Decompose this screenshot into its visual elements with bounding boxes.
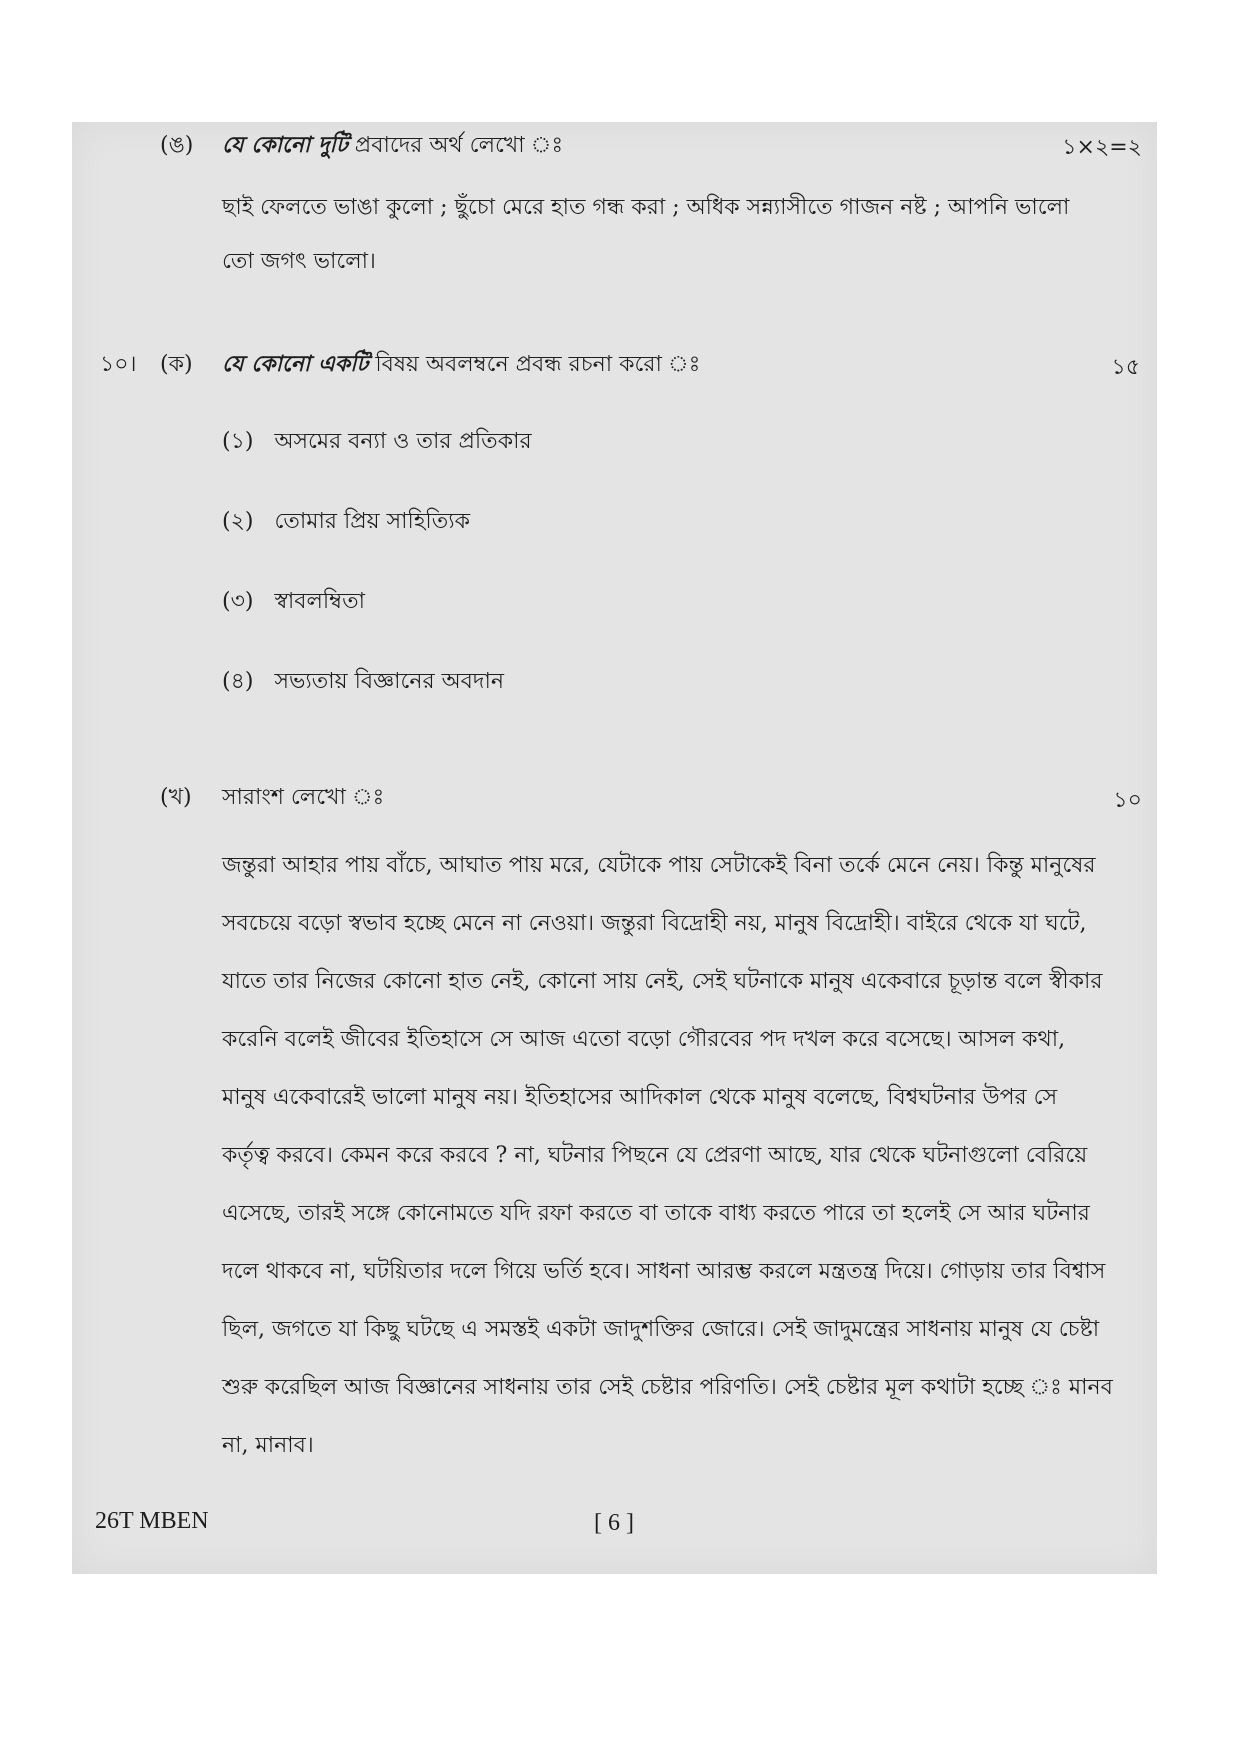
passage-line: যাতে তার নিজের কোনো হাত নেই, কোনো সায় নেই, সেই ঘটনাকে মানুষ একেবারে চূড়ান্ত বলে স্বীকার [222,969,1103,994]
option-text: অসমের বন্যা ও তার প্রতিকার [274,429,532,454]
option-text: তোমার প্রিয় সাহিত্যিক [274,509,470,534]
marks: ১৫ [1111,355,1140,380]
passage-line: মানুষ একেবারেই ভালো মানুষ নয়। ইতিহাসের আদিকাল থেকে মানুষ বলেছে, বিশ্বঘটনার উপর সে [222,1085,1058,1110]
essay-option [222,424,532,461]
paper-code: 26T MBEN [95,1508,209,1534]
marks: ১×২=২ [1062,135,1142,160]
instruction-emphasis: যে কোনো দুটি [222,132,348,158]
instruction-text: বিষয় অবলম্বনে প্রবন্ধ রচনা করো ঃ [368,352,701,377]
question-instruction [222,128,563,165]
question-label: (ক) [160,352,193,377]
option-number: (২) [222,509,254,534]
question-label: (খ) [160,785,192,810]
option-number: (৩) [222,589,254,614]
passage-line: সবচেয়ে বড়ো স্বভাব হচ্ছে মেনে না নেওয়া। জন্তুরা বিদ্রোহী নয়, মানুষ বিদ্রোহী। বাইরে থেকে যা ঘটে, [222,911,1087,936]
instruction-text: প্রবাদের অর্থ লেখো ঃ [347,133,564,158]
passage-line: না, মানাব। [222,1433,314,1458]
passage-line: করেনি বলেই জীবের ইতিহাসে সে আজ এতো বড়ো গৌরবের পদ দখল করে বসেছে। আসল কথা, [222,1027,1066,1052]
essay-option [222,504,470,541]
question-label: (ঙ) [160,133,194,158]
passage-line: জন্তুরা আহার পায় বাঁচে, আঘাত পায় মরে, যেটাকে পায় সেটাকেই বিনা তর্কে মেনে নেয়। কিন্তু মানুষের [222,853,1096,878]
instruction-emphasis: যে কোনো একটি [222,351,369,377]
passage-line: দলে থাকবে না, ঘটয়িতার দলে গিয়ে ভর্তি হবে। সাধনা আরম্ভ করলে মন্ত্রতন্ত্র দিয়ে। গোড়ায় তার বিশ্বাস [222,1259,1106,1284]
passage-line: ছিল, জগতে যা কিছু ঘটছে এ সমস্তই একটা জাদুশক্তির জোরে। সেই জাদুমন্ত্রের সাধনায় মানুষ যে চেষ্টা [222,1317,1100,1342]
idioms-line: ছাই ফেলতে ভাঙা কুলো ; ছুঁচো মেরে হাত গন্ধ করা ; অধিক সন্ন্যাসীতে গাজন নষ্ট ; আপনি ভালো [222,195,1070,220]
question-instruction [222,347,700,384]
question-instruction: সারাংশ লেখো ঃ [222,785,385,810]
option-text: স্বাবলম্বিতা [274,589,366,614]
idioms-line: তো জগৎ ভালো। [222,249,376,274]
option-number: (১) [222,429,254,454]
passage-line: শুরু করেছিল আজ বিজ্ঞানের সাধনায় তার সেই চেষ্টার পরিণতি। সেই চেষ্টার মূল কথাটা হচ্ছে ঃ মানব [222,1375,1113,1400]
option-number: (৪) [222,669,254,694]
option-text: সভ্যতায় বিজ্ঞানের অবদান [274,669,504,694]
passage-line: এসেছে, তারই সঙ্গে কোনোমতে যদি রফা করতে বা তাকে বাধ্য করতে পারে তা হলেই সে আর ঘটনার [222,1201,1090,1226]
essay-option [222,584,365,621]
essay-option [222,664,504,701]
question-number: ১০। [100,352,137,377]
marks: ১০ [1113,788,1142,813]
passage-line: কর্তৃত্ব করবে। কেমন করে করবে ? না, ঘটনার পিছনে যে প্রেরণা আছে, যার থেকে ঘটনাগুলো বেরিয়ে [222,1143,1088,1168]
page-number: [ 6 ] [594,1510,634,1536]
